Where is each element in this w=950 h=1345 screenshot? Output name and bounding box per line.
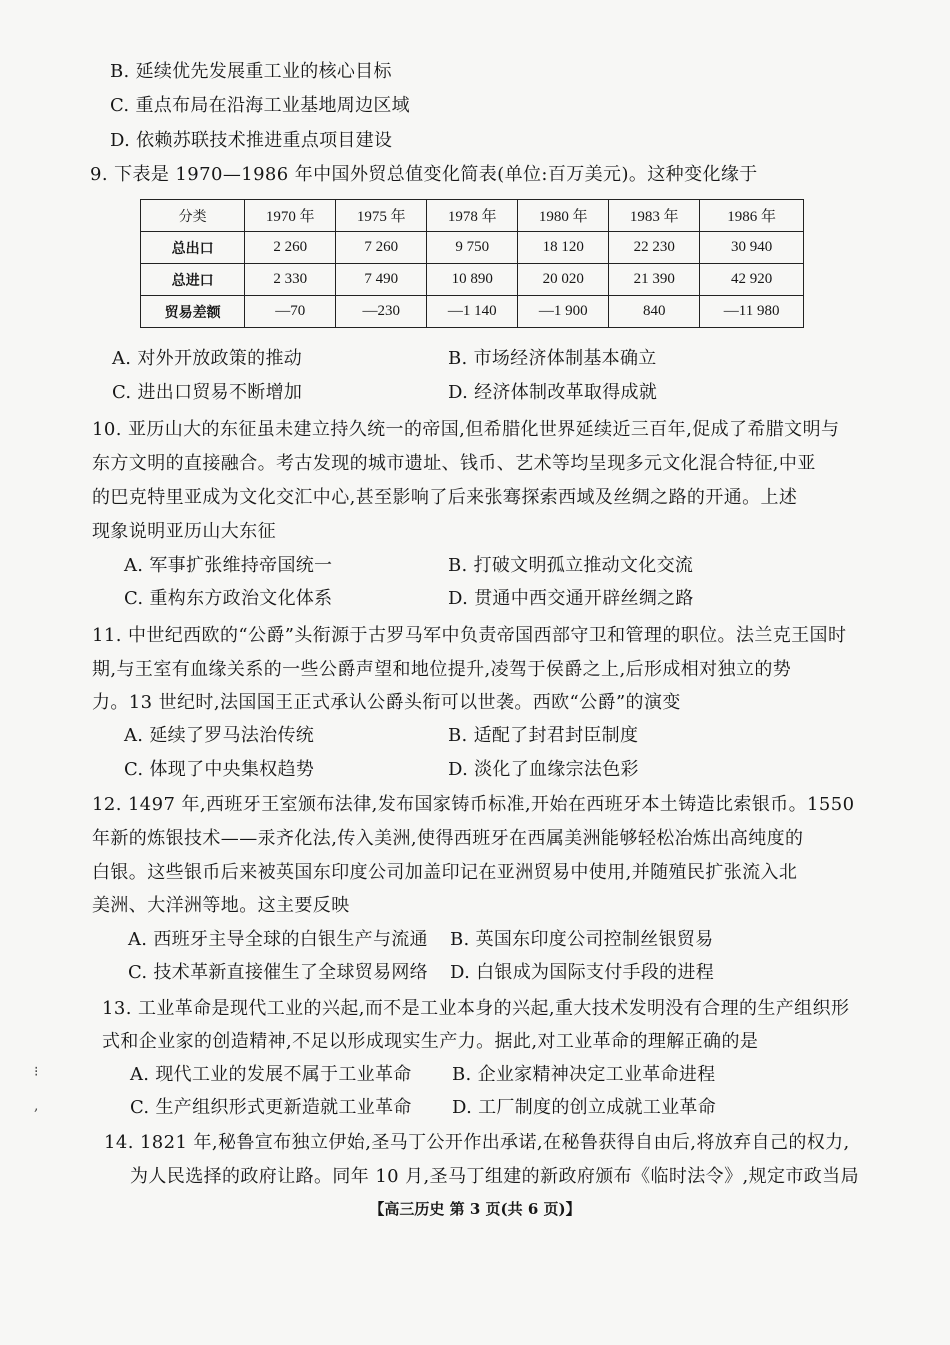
q12-option-a: A. 西班牙主导全球的白银生产与流通 [128,929,428,950]
q13-option-b: B. 企业家精神决定工业革命进程 [452,1064,716,1085]
q12-option-c: C. 技术革新直接催生了全球贸易网络 [128,962,428,983]
q10-line-2: 东方文明的直接融合。考古发现的城市遗址、钱币、艺术等均呈现多元文化混合特征,中亚 [92,453,816,474]
q8-option-b: B. 延续优先发展重工业的核心目标 [110,61,392,82]
table-cell: 42 920 [700,264,804,296]
table-cell: 贸易差额 [141,296,245,328]
q13-option-d: D. 工厂制度的创立成就工业革命 [452,1097,717,1118]
q13-line-1: 13. 工业革命是现代工业的兴起,而不是工业本身的兴起,重大技术发明没有合理的生产组织形 [102,998,850,1019]
q11-option-c: C. 体现了中央集权趋势 [124,759,315,780]
page-footer: 【高三历史 第 3 页(共 6 页)】 [369,1200,581,1218]
table-cell: 18 120 [518,232,609,264]
q11-line-1: 11. 中世纪西欧的“公爵”头衔源于古罗马军中负责帝国西部守卫和管理的职位。法兰克王国时 [92,625,847,646]
q11-line-2: 期,与王室有血缘关系的一些公爵声望和地位提升,凌驾于侯爵之上,后形成相对独立的势 [92,659,792,680]
q12-line-2: 年新的炼银技术——汞齐化法,传入美洲,使得西班牙在西属美洲能够轻松冶炼出高纯度的 [92,828,804,849]
table-cell: 1986 年 [700,200,804,232]
q9-option-a: A. 对外开放政策的推动 [112,348,303,369]
q13-option-c: C. 生产组织形式更新造就工业革命 [130,1097,412,1118]
q10-line-4: 现象说明亚历山大东征 [92,521,276,542]
table-cell: 30 940 [700,232,804,264]
trade-table [140,199,804,328]
table-cell: 2 260 [245,232,336,264]
table-cell: 分类 [141,200,245,232]
q8-option-d: D. 依赖苏联技术推进重点项目建设 [110,130,393,151]
q12-line-1: 12. 1497 年,西班牙王室颁布法律,发布国家铸币标准,开始在西班牙本土铸造比索银币。1550 [92,794,855,815]
table-cell: 1970 年 [245,200,336,232]
q13-option-a: A. 现代工业的发展不属于工业革命 [130,1064,412,1085]
q10-line-1: 10. 亚历山大的东征虽未建立持久统一的帝国,但希腊化世界延续近三百年,促成了希腊文明与 [92,419,840,440]
q12-line-4: 美洲、大洋洲等地。这主要反映 [92,895,350,916]
table-cell: 7 260 [336,232,427,264]
q9-option-c: C. 进出口贸易不断增加 [112,382,303,403]
table-cell: 7 490 [336,264,427,296]
table-cell: —70 [245,296,336,328]
q8-option-c: C. 重点布局在沿海工业基地周边区域 [110,95,410,116]
q13-line-2: 式和企业家的创造精神,不足以形成现实生产力。据此,对工业革命的理解正确的是 [102,1031,759,1052]
q10-option-a: A. 军事扩张维持帝国统一 [124,555,333,576]
q10-line-3: 的巴克特里亚成为文化交汇中心,甚至影响了后来张骞探索西域及丝绸之路的开通。上述 [92,487,798,508]
table-cell: 9 750 [427,232,518,264]
table-header-row [141,200,804,232]
table-cell: 21 390 [609,264,700,296]
table-cell: 10 890 [427,264,518,296]
q11-option-a: A. 延续了罗马法治传统 [124,725,315,746]
q11-option-d: D. 淡化了血缘宗法色彩 [448,759,639,780]
table-row [141,264,804,296]
table-cell: —1 900 [518,296,609,328]
q9-stem: 9. 下表是 1970—1986 年中国外贸总值变化简表(单位:百万美元)。这种变化缘于 [90,164,758,185]
q14-line-2: 为人民选择的政府让路。同年 10 月,圣马丁组建的新政府颁布《临时法令》,规定市政当局 [130,1166,859,1187]
table-cell: —11 980 [700,296,804,328]
q9-option-d: D. 经济体制改革取得成就 [448,382,658,403]
q11-option-b: B. 适配了封君封臣制度 [448,725,639,746]
table-cell: 2 330 [245,264,336,296]
table-cell: 总出口 [141,232,245,264]
table-cell: 20 020 [518,264,609,296]
table-cell: 840 [609,296,700,328]
q10-option-c: C. 重构东方政治文化体系 [124,588,333,609]
table-cell: —1 140 [427,296,518,328]
q14-line-1: 14. 1821 年,秘鲁宣布独立伊始,圣马丁公开作出承诺,在秘鲁获得自由后,将放弃自己的权力, [104,1132,850,1153]
q12-line-3: 白银。这些银币后来被英国东印度公司加盖印记在亚洲贸易中使用,并随殖民扩张流入北 [92,862,798,883]
q11-line-3: 力。13 世纪时,法国国王正式承认公爵头衔可以世袭。西欧“公爵”的演变 [92,692,681,713]
table-cell: 1980 年 [518,200,609,232]
q10-option-b: B. 打破文明孤立推动文化交流 [448,555,694,576]
table-cell: 22 230 [609,232,700,264]
scan-mark: , [34,1098,39,1114]
table-cell: 总进口 [141,264,245,296]
q12-option-d: D. 白银成为国际支付手段的进程 [450,962,715,983]
table-row [141,296,804,328]
table-cell: —230 [336,296,427,328]
q10-option-d: D. 贯通中西交通开辟丝绸之路 [448,588,694,609]
q9-option-b: B. 市场经济体制基本确立 [448,348,657,369]
scan-mark: ⁝ [34,1064,39,1080]
table-row [141,232,804,264]
table-cell: 1978 年 [427,200,518,232]
table-cell: 1983 年 [609,200,700,232]
q12-option-b: B. 英国东印度公司控制丝银贸易 [450,929,714,950]
table-cell: 1975 年 [336,200,427,232]
